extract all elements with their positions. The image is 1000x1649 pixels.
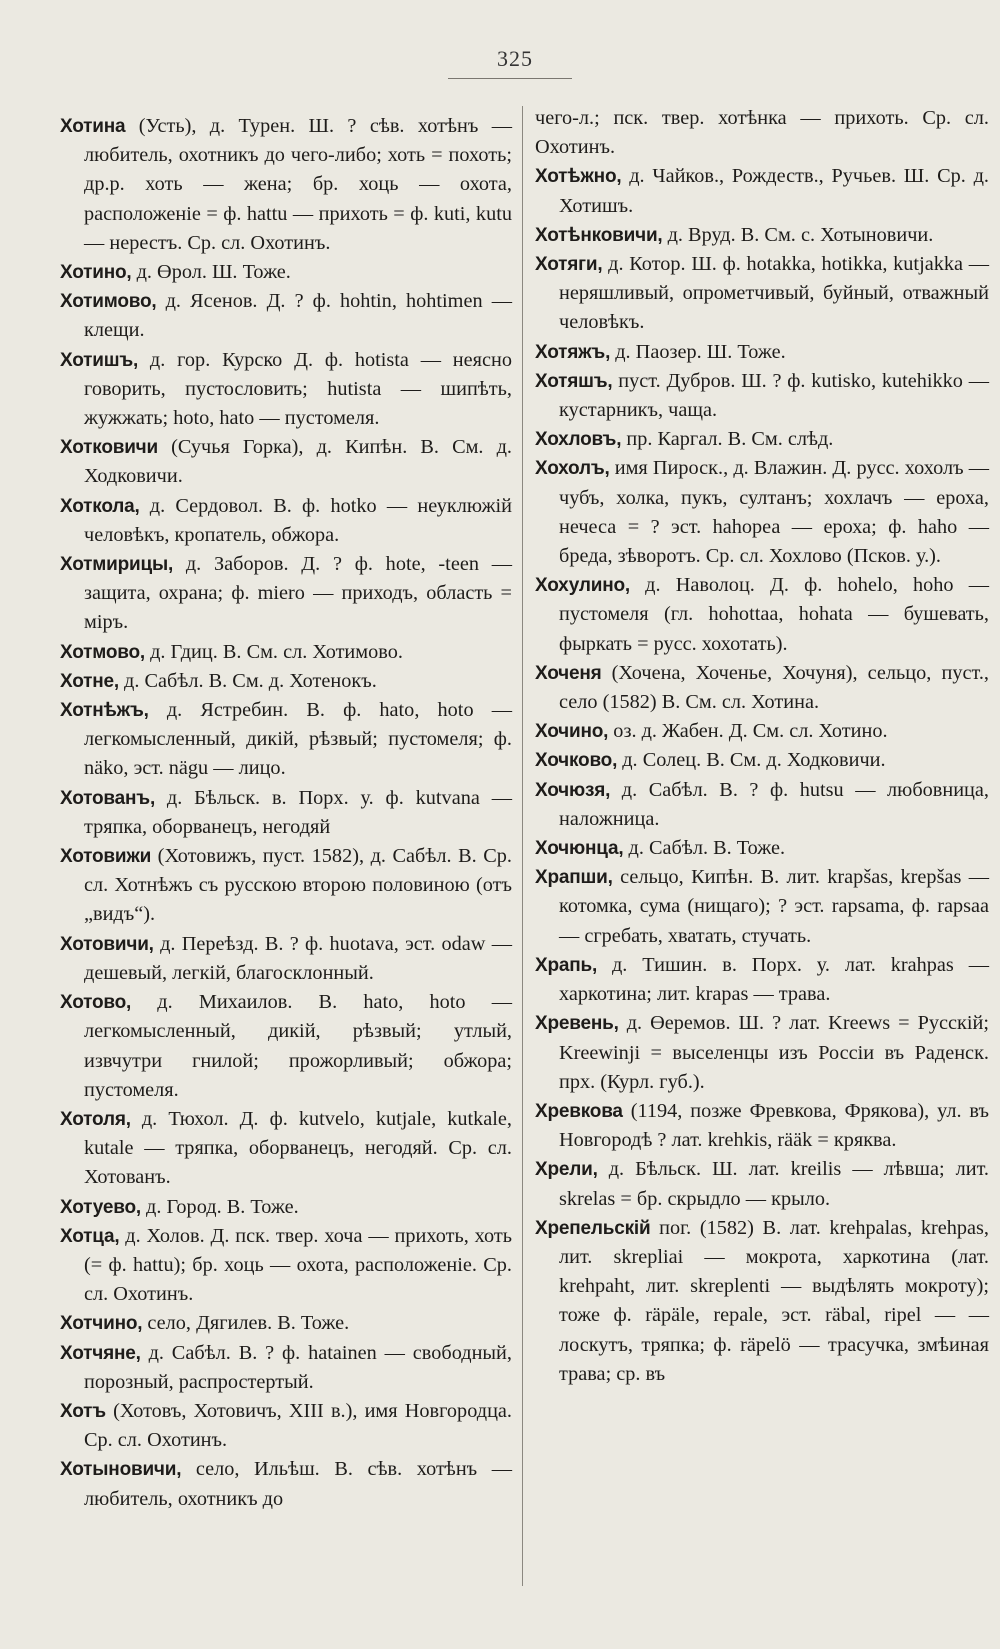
entry-definition: д. Заборов. Д. ? ф. hote, -teen — защита, охрана; ф. miero — приходъ, область = міръ. xyxy=(84,553,512,634)
dictionary-entry xyxy=(60,1222,512,1310)
entry-headword: Хотовижи xyxy=(60,846,152,868)
entry-definition: село, Ильѣш. В. сѣв. хотѣнъ — любитель, охотникъ до xyxy=(84,1458,512,1510)
entry-headword: Хотѣнковичи, xyxy=(535,224,663,246)
entry-headword: Хотчяне, xyxy=(60,1342,141,1364)
dictionary-entry xyxy=(60,112,512,258)
entry-headword: Хотишъ, xyxy=(60,349,139,371)
entry-definition: (Хочена, Хоченье, Хочуня), сельцо, пуст., село (1582) В. См. сл. Хотина. xyxy=(559,661,989,714)
dictionary-entry xyxy=(60,696,512,784)
entry-definition: д. Ясенов. Д. ? ф. hohtin, hohtimen — клещи. xyxy=(84,290,512,342)
entry-definition: сельцо, Кипѣн. В. лит. krapšas, krepšas — котомка, сума (нищаго); ? эст. rapsama, ф. rapsaa — сгребать, хватать, стучать. xyxy=(559,866,989,947)
entry-headword: Хоченя xyxy=(535,662,602,684)
entry-headword: Хотовичи, xyxy=(60,933,154,955)
entry-headword: Хочюнца, xyxy=(535,838,624,860)
entry-definition: д. Вруд. В. См. с. Хотыновичи. xyxy=(662,223,934,246)
entry-headword: Хотина xyxy=(60,116,126,137)
dictionary-entry xyxy=(60,842,512,930)
entry-definition: оз. д. Жабен. Д. См. сл. Хотино. xyxy=(608,720,888,743)
dictionary-entry xyxy=(60,287,512,345)
entry-definition: чего-л.; пск. твер. хотѣнка — прихоть. Ср. сл. Охотинъ. xyxy=(535,107,989,159)
entry-headword: Хотово, xyxy=(60,992,132,1014)
dictionary-entry xyxy=(535,834,989,863)
entry-headword: Хотмово, xyxy=(60,641,145,663)
entry-headword: Храпь, xyxy=(535,954,598,976)
entry-definition: д. Наволоц. Д. ф. hohelo, hoho — пустомеля (гл. hohottaa, hohata — бушевать, фыркать = русс. хохотать). xyxy=(559,574,989,655)
dictionary-entry xyxy=(535,1009,989,1097)
entry-headword: Хохловъ, xyxy=(535,429,622,451)
entry-definition: д. Сабѣл. В. См. д. Хотенокъ. xyxy=(118,669,377,692)
entry-definition: (Усть), д. Турен. Ш. ? сѣв. хотѣнъ — любитель, охотникъ до чего-либо; хоть = похоть; др.р. хоть — жена; бр. хоць — охота, расположеніе = ф. hattu — прихоть = ф. kuti, kutu — нерестъ. Ср. сл. Охотинъ. xyxy=(84,115,512,254)
entry-headword: Хотино, xyxy=(60,262,132,284)
entry-headword: Хотчино, xyxy=(60,1313,143,1335)
entry-headword: Хотяшъ, xyxy=(535,370,613,392)
entry-headword: Хочково, xyxy=(535,750,618,772)
left-column xyxy=(60,112,512,1514)
entry-definition: д. Солец. В. См. д. Ходковичи. xyxy=(617,749,886,772)
entry-headword: Хотимово, xyxy=(60,291,157,313)
entry-definition: имя Пироск., д. Влажин. Д. русс. хохолъ — чубъ, холка, пукъ, султанъ; хохлачъ — ероха, нечеса = ? эст. hahoреа — ероха; ф. haho — бреда, зѣворотъ. Ср. сл. Хохлово (Псков. у.). xyxy=(559,457,989,568)
entry-headword: Хотыновичи, xyxy=(60,1459,182,1481)
entry-definition: д. Сердовол. В. ф. hotko — неуклюжій человѣкъ, кропатель, обжора. xyxy=(84,494,512,546)
entry-definition: д. Город. В. Тоже. xyxy=(140,1195,299,1218)
entry-headword: Хревень, xyxy=(535,1013,619,1035)
entry-definition: д. Гдиц. В. См. сл. Хотимово. xyxy=(145,640,403,663)
dictionary-entry xyxy=(60,1193,512,1222)
dictionary-entry xyxy=(60,988,512,1105)
entry-definition: д. Сабѣл. В. Тоже. xyxy=(623,837,786,860)
dictionary-entry xyxy=(60,550,512,638)
dictionary-entry xyxy=(535,863,989,951)
entry-definition: д. Өеремов. Ш. ? лат. Kreews = Русскій; Kreewinji = выселенцы изъ Россіи въ Раденск. прх. (Курл. губ.). xyxy=(559,1012,989,1093)
entry-headword: Хотъ xyxy=(60,1400,106,1422)
entry-headword: Хохолъ, xyxy=(535,458,610,480)
dictionary-entry xyxy=(60,258,512,287)
entry-definition: д. Котор. Ш. ф. hotakka, hotikka, kutjakka — неряшливый, опрометчивый, буйный, отважный человѣкъ. xyxy=(559,253,989,334)
dictionary-entry xyxy=(535,776,989,834)
dictionary-entry xyxy=(535,221,989,250)
dictionary-entry xyxy=(60,784,512,842)
entry-definition: д. Тюхол. Д. ф. kutvelo, kutjale, kutkale, kutale — тряпка, оборванецъ, негодяй. Ср. сл. Хотованъ. xyxy=(84,1107,512,1189)
entry-headword: Хотоля, xyxy=(60,1108,131,1130)
entry-definition: д. Паозер. Ш. Тоже. xyxy=(610,340,786,363)
entry-headword: Хотуево, xyxy=(60,1196,141,1218)
dictionary-entry xyxy=(60,492,512,550)
dictionary-entry xyxy=(60,1309,512,1338)
entry-definition: д. Переѣзд. В. ? ф. huotava, эст. odaw — дешевый, легкій, благосклонный. xyxy=(84,932,512,984)
entry-definition: д. Тишин. в. Порх. у. лат. krahpas — харкотина; лит. krapas — трава. xyxy=(559,953,989,1006)
dictionary-entry xyxy=(60,638,512,667)
dictionary-entry xyxy=(535,571,989,659)
dictionary-entry xyxy=(535,1214,989,1389)
entry-definition: д. Сабѣл. В. ? ф. hatainen — свободный, порозный, распростертый. xyxy=(84,1341,512,1393)
page-number: 325 xyxy=(497,46,533,71)
entry-definition: д. Холов. Д. пск. твер. хоча — прихоть, хоть (= ф. hattu); бр. хоць — охота, расположеніе. Ср. сл. Охотинъ. xyxy=(84,1224,512,1306)
dictionary-entry xyxy=(60,433,512,491)
entry-headword: Хрели, xyxy=(535,1159,598,1181)
dictionary-entry xyxy=(60,1339,512,1397)
dictionary-entry xyxy=(535,454,989,571)
entry-definition: д. гор. Курско Д. ф. hotista — неясно говорить, пустословить; hutista — шипѣть, жужжать; hoto, hato — пустомеля. xyxy=(84,348,512,430)
entry-definition: (Хотовижъ, пуст. 1582), д. Сабѣл. В. Ср. сл. Хотнѣжъ съ русскою второю половиною (отъ „видъ“). xyxy=(84,845,512,926)
dictionary-entry xyxy=(60,667,512,696)
entry-definition: д. Өрол. Ш. Тоже. xyxy=(131,261,291,284)
entry-definition: д. Сабѣл. В. ? ф. hutsu — любовница, наложница. xyxy=(559,778,989,830)
entry-headword: Хрепельскій xyxy=(535,1217,651,1239)
entry-headword: Хотѣжно, xyxy=(535,166,622,188)
dictionary-entry xyxy=(535,162,989,220)
dictionary-entry xyxy=(535,1155,989,1213)
entry-definition: пуст. Дубров. Ш. ? ф. kutisko, kutehikko — кустарникъ, чаща. xyxy=(559,369,989,422)
entry-headword: Хревкова xyxy=(535,1100,623,1122)
entry-headword: Хотмирицы, xyxy=(60,554,174,576)
entry-headword: Хотковичи xyxy=(60,437,158,459)
entry-definition: село, Дягилев. В. Тоже. xyxy=(142,1312,350,1335)
entry-definition: пог. (1582) В. лат. krehpalas, krehpas, лит. skrepliai — мокрота, харкотина (лат. krehpaht, лит. skreplenti — выдѣлять мокроту); тоже ф. räpäle, repale, эст. räbal, ripel — — лоскутъ, тряпка; ф. räpelö — трасучка, змѣиная трава; ср. въ xyxy=(559,1216,989,1385)
right-column xyxy=(535,104,989,1389)
dictionary-entry xyxy=(60,930,512,988)
entry-headword: Хотца, xyxy=(60,1225,120,1247)
dictionary-entry xyxy=(535,104,989,162)
dictionary-entry xyxy=(535,951,989,1009)
entry-headword: Хочюзя, xyxy=(535,779,611,801)
entry-definition: пр. Каргал. В. См. слѣд. xyxy=(621,428,834,451)
entry-headword: Хотне, xyxy=(60,670,119,692)
entry-definition: д. Ястребин. В. ф. hato, hoto — легкомысленный, дикій, рѣзвый; пустомеля; ф. näko, эст. nägu — лицо. xyxy=(84,699,512,780)
dictionary-entry xyxy=(535,425,989,454)
dictionary-entry xyxy=(60,1397,512,1455)
dictionary-entry xyxy=(535,659,989,717)
entry-definition: д. Михаилов. В. hato, hoto — легкомысленный, дикій, рѣзвый; утлый, извчутри гнилой; прожорливый; обжора; пустомеля. xyxy=(84,991,512,1101)
entry-definition: д. Бѣльск. Ш. лат. kreilis — лѣвша; лит. skrelas = бр. скрыдло — крыло. xyxy=(559,1158,989,1210)
entry-headword: Храпши, xyxy=(535,867,613,889)
dictionary-entry xyxy=(535,338,989,367)
dictionary-entry xyxy=(60,1105,512,1193)
entry-headword: Хохулино, xyxy=(535,575,630,597)
entry-headword: Хотнѣжъ, xyxy=(60,700,149,722)
entry-definition: (Сучья Горка), д. Кипѣн. В. См. д. Ходковичи. xyxy=(84,436,512,488)
entry-headword: Хотяжъ, xyxy=(535,341,611,363)
dictionary-entry xyxy=(60,346,512,434)
entry-definition: д. Бѣльск. в. Порх. у. ф. kutvana — тряпка, оборванецъ, негодяй xyxy=(84,786,512,838)
dictionary-entry xyxy=(60,1455,512,1513)
dictionary-entry xyxy=(535,367,989,425)
dictionary-entry xyxy=(535,717,989,746)
entry-headword: Хочино, xyxy=(535,721,609,743)
entry-headword: Хоткола, xyxy=(60,495,140,517)
dictionary-entry xyxy=(535,250,989,338)
entry-headword: Хотяги, xyxy=(535,254,603,276)
entry-definition: (Хотовъ, Хотовичъ, XIII в.), имя Новгородца. Ср. сл. Охотинъ. xyxy=(84,1399,512,1452)
header-rule xyxy=(448,78,572,79)
entry-definition: д. Чайков., Рождеств., Ручьев. Ш. Ср. д. Хотишъ. xyxy=(559,165,989,217)
entry-headword: Хотованъ, xyxy=(60,787,156,809)
column-divider xyxy=(522,106,523,1586)
dictionary-entry xyxy=(535,1097,989,1155)
entry-definition: (1194, позже Фревкова, Фрякова), ул. въ Новгородѣ ? лат. krehkis, rääk = кряква. xyxy=(559,1099,989,1152)
dictionary-entry xyxy=(535,746,989,775)
